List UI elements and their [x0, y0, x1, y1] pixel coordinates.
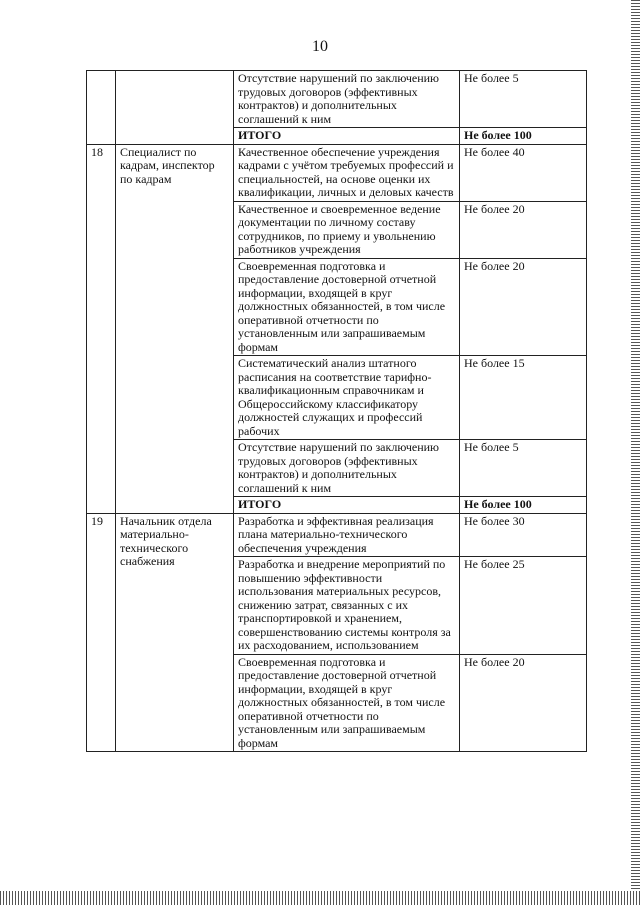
position-title: Начальник отдела материально-технического снабжения	[116, 513, 234, 752]
num-cell	[87, 71, 116, 145]
row-number: 19	[87, 513, 116, 752]
criterion-text: Разработка и внедрение мероприятий по повышению эффективности использования материальных ресурсов, снижению затрат, связанных с их транспортировкой и хранением, совершенствованию системы контроля за их расходованием, использованием	[234, 557, 460, 655]
criterion-score: Не более 20	[460, 258, 587, 356]
scan-edge-bottom	[0, 891, 640, 905]
criterion-score: Не более 30	[460, 513, 587, 557]
criterion-text: Качественное и своевременное ведение документации по личному составу сотрудников, по приему и увольнению работников учреждения	[234, 201, 460, 258]
criterion-text: Отсутствие нарушений по заключению трудовых договоров (эффективных контрактов) и дополнительных соглашений к ним	[234, 440, 460, 497]
total-label: ИТОГО	[234, 128, 460, 145]
total-score: Не более 100	[460, 128, 587, 145]
page-number: 10	[312, 38, 328, 55]
table-row	[87, 144, 587, 201]
criterion-score: Не более 25	[460, 557, 587, 655]
position-title: Специалист по кадрам, инспектор по кадрам	[116, 144, 234, 513]
total-score: Не более 100	[460, 497, 587, 514]
criterion-score: Не более 40	[460, 144, 587, 201]
criterion-text: Систематический анализ штатного расписания на соответствие тарифно-квалификационным справочникам и Общероссийскому классификатору должностей служащих и профессий рабочих	[234, 356, 460, 440]
total-label: ИТОГО	[234, 497, 460, 514]
criterion-score: Не более 5	[460, 440, 587, 497]
criterion-score: Не более 15	[460, 356, 587, 440]
criterion-text: Своевременная подготовка и предоставление достоверной отчетной информации, входящей в круг должностных обязанностей, в том числе оперативной отчетности по установленным или запрашиваемым формам	[234, 258, 460, 356]
criterion-score: Не более 20	[460, 654, 587, 752]
criteria-table	[86, 70, 587, 752]
table-row	[87, 513, 587, 557]
criterion-score: Не более 5	[460, 71, 587, 128]
criterion-score: Не более 20	[460, 201, 587, 258]
criterion-text: Качественное обеспечение учреждения кадрами с учётом требуемых профессий и специальностей, на основе оценки их квалификации, личных и деловых качеств	[234, 144, 460, 201]
criterion-text: Разработка и эффективная реализация плана материально-технического обеспечения учреждения	[234, 513, 460, 557]
criterion-text: Отсутствие нарушений по заключению трудовых договоров (эффективных контрактов) и дополнительных соглашений к ним	[234, 71, 460, 128]
position-cell	[116, 71, 234, 145]
criterion-text: Своевременная подготовка и предоставление достоверной отчетной информации, входящей в круг должностных обязанностей, в том числе оперативной отчетности по установленным или запрашиваемым формам	[234, 654, 460, 752]
table-row	[87, 71, 587, 128]
scan-edge-right	[631, 0, 640, 905]
row-number: 18	[87, 144, 116, 513]
